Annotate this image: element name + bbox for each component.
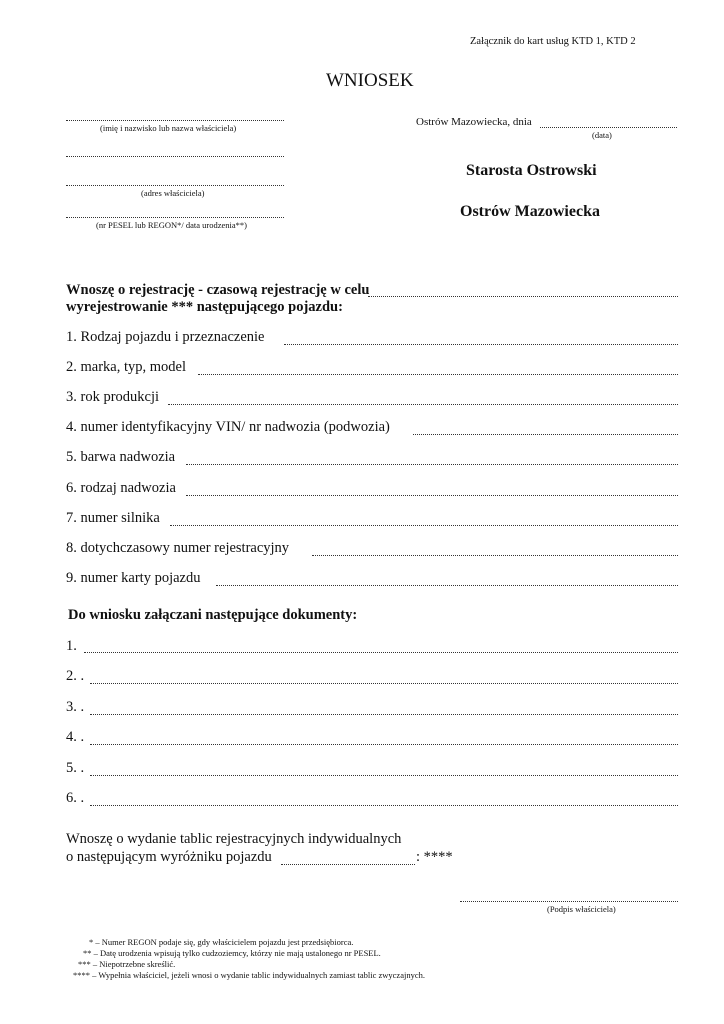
vehicle-field-1-label: 1. Rodzaj pojazdu i przeznaczenie	[66, 329, 265, 345]
document-item-3-input[interactable]	[90, 714, 678, 715]
owner-name-caption: (imię i nazwisko lub nazwa właściciela)	[100, 123, 237, 133]
vehicle-field-3-input[interactable]	[168, 404, 678, 405]
signature-caption: (Podpis właściciela)	[547, 904, 616, 914]
page-title: WNIOSEK	[326, 70, 414, 91]
document-item-4-label: 4. .	[66, 729, 85, 745]
vehicle-field-2-label: 2. marka, typ, model	[66, 359, 187, 375]
owner-id-field[interactable]	[66, 217, 284, 218]
vehicle-field-6-input[interactable]	[186, 495, 678, 496]
owner-address-caption: (adres właściciela)	[141, 188, 205, 198]
vehicle-field-4-label: 4. numer identyfikacyjny VIN/ nr nadwozia (podwozia)	[66, 419, 390, 435]
date-field[interactable]	[540, 127, 677, 128]
date-caption: (data)	[592, 130, 612, 140]
owner-id-caption: (nr PESEL lub REGON*/ data urodzenia**)	[96, 220, 247, 230]
document-item-1-label: 1.	[66, 638, 77, 654]
vehicle-field-8-label: 8. dotychczasowy numer rejestracyjny	[66, 540, 290, 556]
document-item-5-input[interactable]	[90, 775, 678, 776]
signature-field[interactable]	[460, 901, 678, 902]
document-item-5-label: 5. .	[66, 760, 85, 776]
place-label: Ostrów Mazowiecka, dnia	[416, 116, 532, 128]
vehicle-field-2-input[interactable]	[198, 374, 678, 375]
request-line1: Wnoszę o rejestrację - czasową rejestrację w celu	[66, 282, 370, 298]
footnote-4: **** – Wypełnia właściciel, jeżeli wnosi o wydanie tablic indywidualnych zamiast tablic zwyczajnych.	[73, 970, 425, 980]
document-item-6-label: 6. .	[66, 790, 85, 806]
request-line2: wyrejestrowanie *** następującego pojazdu:	[66, 299, 343, 315]
vehicle-field-7-label: 7. numer silnika	[66, 510, 160, 526]
owner-name-field[interactable]	[66, 120, 284, 121]
documents-heading: Do wniosku załączani następujące dokumenty:	[68, 607, 358, 623]
document-item-2-label: 2. .	[66, 668, 85, 684]
vehicle-field-1-input[interactable]	[284, 344, 678, 345]
footnote-1: * – Numer REGON podaje się, gdy właścicielem pojazdu jest przedsiębiorca.	[89, 937, 354, 947]
owner-address-field[interactable]	[66, 185, 284, 186]
plates-line2: o następującym wyróżniku pojazdu	[66, 849, 272, 865]
attachment-note: Załącznik do kart usług KTD 1, KTD 2	[470, 36, 636, 47]
vehicle-field-4-input[interactable]	[413, 434, 678, 435]
footnote-2: ** – Datę urodzenia wpisują tylko cudzoziemcy, którzy nie mają ustalonego nr PESEL.	[83, 948, 381, 958]
plates-identifier-input[interactable]	[281, 864, 415, 865]
document-item-4-input[interactable]	[90, 744, 678, 745]
request-field[interactable]	[368, 296, 678, 297]
vehicle-field-3-label: 3. rok produkcji	[66, 389, 160, 405]
document-item-6-input[interactable]	[90, 805, 678, 806]
document-item-3-label: 3. .	[66, 699, 85, 715]
owner-name-field-2[interactable]	[66, 156, 284, 157]
document-item-1-input[interactable]	[84, 652, 678, 653]
vehicle-field-5-label: 5. barwa nadwozia	[66, 449, 176, 465]
vehicle-field-9-input[interactable]	[216, 585, 678, 586]
document-item-2-input[interactable]	[90, 683, 678, 684]
vehicle-field-7-input[interactable]	[170, 525, 678, 526]
plates-suffix: : ****	[416, 849, 453, 865]
vehicle-field-5-input[interactable]	[186, 464, 678, 465]
footnote-3: *** – Niepotrzebne skreślić.	[78, 959, 176, 969]
plates-line1: Wnoszę o wydanie tablic rejestracyjnych indywidualnych	[66, 831, 402, 847]
vehicle-field-8-input[interactable]	[312, 555, 678, 556]
addressee-line2: Ostrów Mazowiecka	[460, 203, 600, 220]
addressee-line1: Starosta Ostrowski	[466, 162, 597, 179]
vehicle-field-9-label: 9. numer karty pojazdu	[66, 570, 201, 586]
vehicle-field-6-label: 6. rodzaj nadwozia	[66, 480, 176, 496]
